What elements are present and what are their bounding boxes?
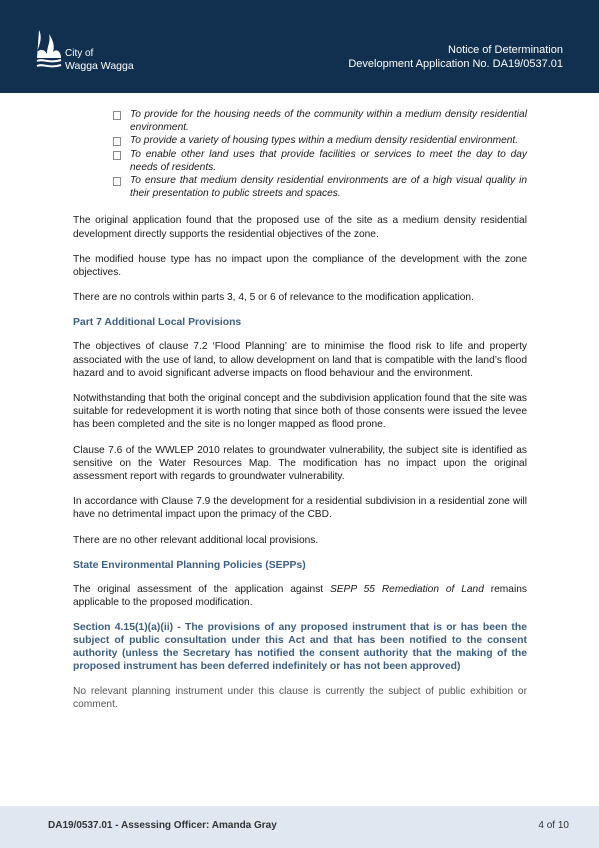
logo-line-2: Wagga Wagga bbox=[65, 60, 134, 72]
section-heading-sepps: State Environmental Planning Policies (SEPPs) bbox=[73, 559, 306, 571]
section-heading-4-15: Section 4.15(1)(a)(ii) - The provisions of any proposed instrument that is or has been the subject of public consultation under this Act and that has been notified to the consent authority (unless the Secretary has notified the consent authority that the making of the proposed instrument has been deferred indefinitely or has not been approved) bbox=[73, 622, 527, 673]
objectives-list bbox=[113, 108, 527, 200]
checkbox-bullet-icon bbox=[113, 137, 121, 146]
title-line-1: Notice of Determination bbox=[448, 44, 563, 56]
paragraph: Notwithstanding that both the original concept and the subdivision application found that the site was suitable for redevelopment it is worth noting that since both of those consents were issued the levee has been completed and the site is no longer mapped as flood prone. bbox=[73, 393, 527, 431]
list-item: To enable other land uses that provide facilities or services to meet the day to day needs of residents. bbox=[113, 148, 527, 174]
paragraph: There are no other relevant additional local provisions. bbox=[73, 534, 319, 546]
list-item: To provide for the housing needs of the community within a medium density residential environment. bbox=[113, 108, 527, 134]
logo-line-1: City of bbox=[65, 48, 94, 59]
paragraph: No relevant planning instrument under this clause is currently the subject of public exhibition or comment. bbox=[73, 686, 527, 711]
paragraph: The original application found that the proposed use of the site as a medium density residential development directly supports the residential objectives of the zone. bbox=[73, 215, 527, 240]
paragraph: In accordance with Clause 7.9 the development for a residential subdivision in a residential zone will have no detrimental impact upon the primacy of the CBD. bbox=[73, 496, 527, 521]
page-footer bbox=[0, 806, 599, 848]
paragraph: There are no controls within parts 3, 4, 5 or 6 of relevance to the modification application. bbox=[73, 292, 474, 304]
footer-reference: DA19/0537.01 - Assessing Officer: Amanda Gray bbox=[48, 820, 277, 831]
page-header bbox=[0, 0, 599, 93]
title-line-2: Development Application No. DA19/0537.01 bbox=[348, 58, 563, 70]
list-item: To ensure that medium density residential environments are of a high visual quality in their presentation to public streets and spaces. bbox=[113, 174, 527, 200]
sepp-title: SEPP 55 Remediation of Land bbox=[329, 583, 484, 595]
page-content bbox=[73, 108, 527, 724]
paragraph: The original assessment of the application against SEPP 55 Remediation of Land remains applicable to the proposed modification. bbox=[73, 583, 527, 609]
paragraph: Clause 7.6 of the WWLEP 2010 relates to groundwater vulnerability, the subject site is identified as sensitive on the Water Resources Map. The modification has no impact upon the original assessment report with regards to groundwater vulnerability. bbox=[73, 444, 527, 483]
document-title bbox=[348, 43, 563, 71]
checkbox-bullet-icon bbox=[113, 151, 121, 160]
checkbox-bullet-icon bbox=[113, 111, 121, 120]
section-heading-part-7: Part 7 Additional Local Provisions bbox=[73, 317, 242, 329]
paragraph: The modified house type has no impact upon the compliance of the development with the zone objectives. bbox=[73, 253, 527, 279]
checkbox-bullet-icon bbox=[113, 177, 121, 186]
paragraph: The objectives of clause 7.2 ‘Flood Planning’ are to minimise the flood risk to life and property associated with the use of land, to allow development on land that is compatible with the land’s flood hazard and to avoid significant adverse impacts on flood behaviour and the environment. bbox=[73, 341, 527, 379]
list-item: To provide a variety of housing types within a medium density residential environment. bbox=[113, 134, 527, 147]
council-logo bbox=[35, 28, 145, 76]
page-number: 4 of 10 bbox=[538, 820, 569, 831]
wave-crest-icon bbox=[35, 28, 65, 72]
